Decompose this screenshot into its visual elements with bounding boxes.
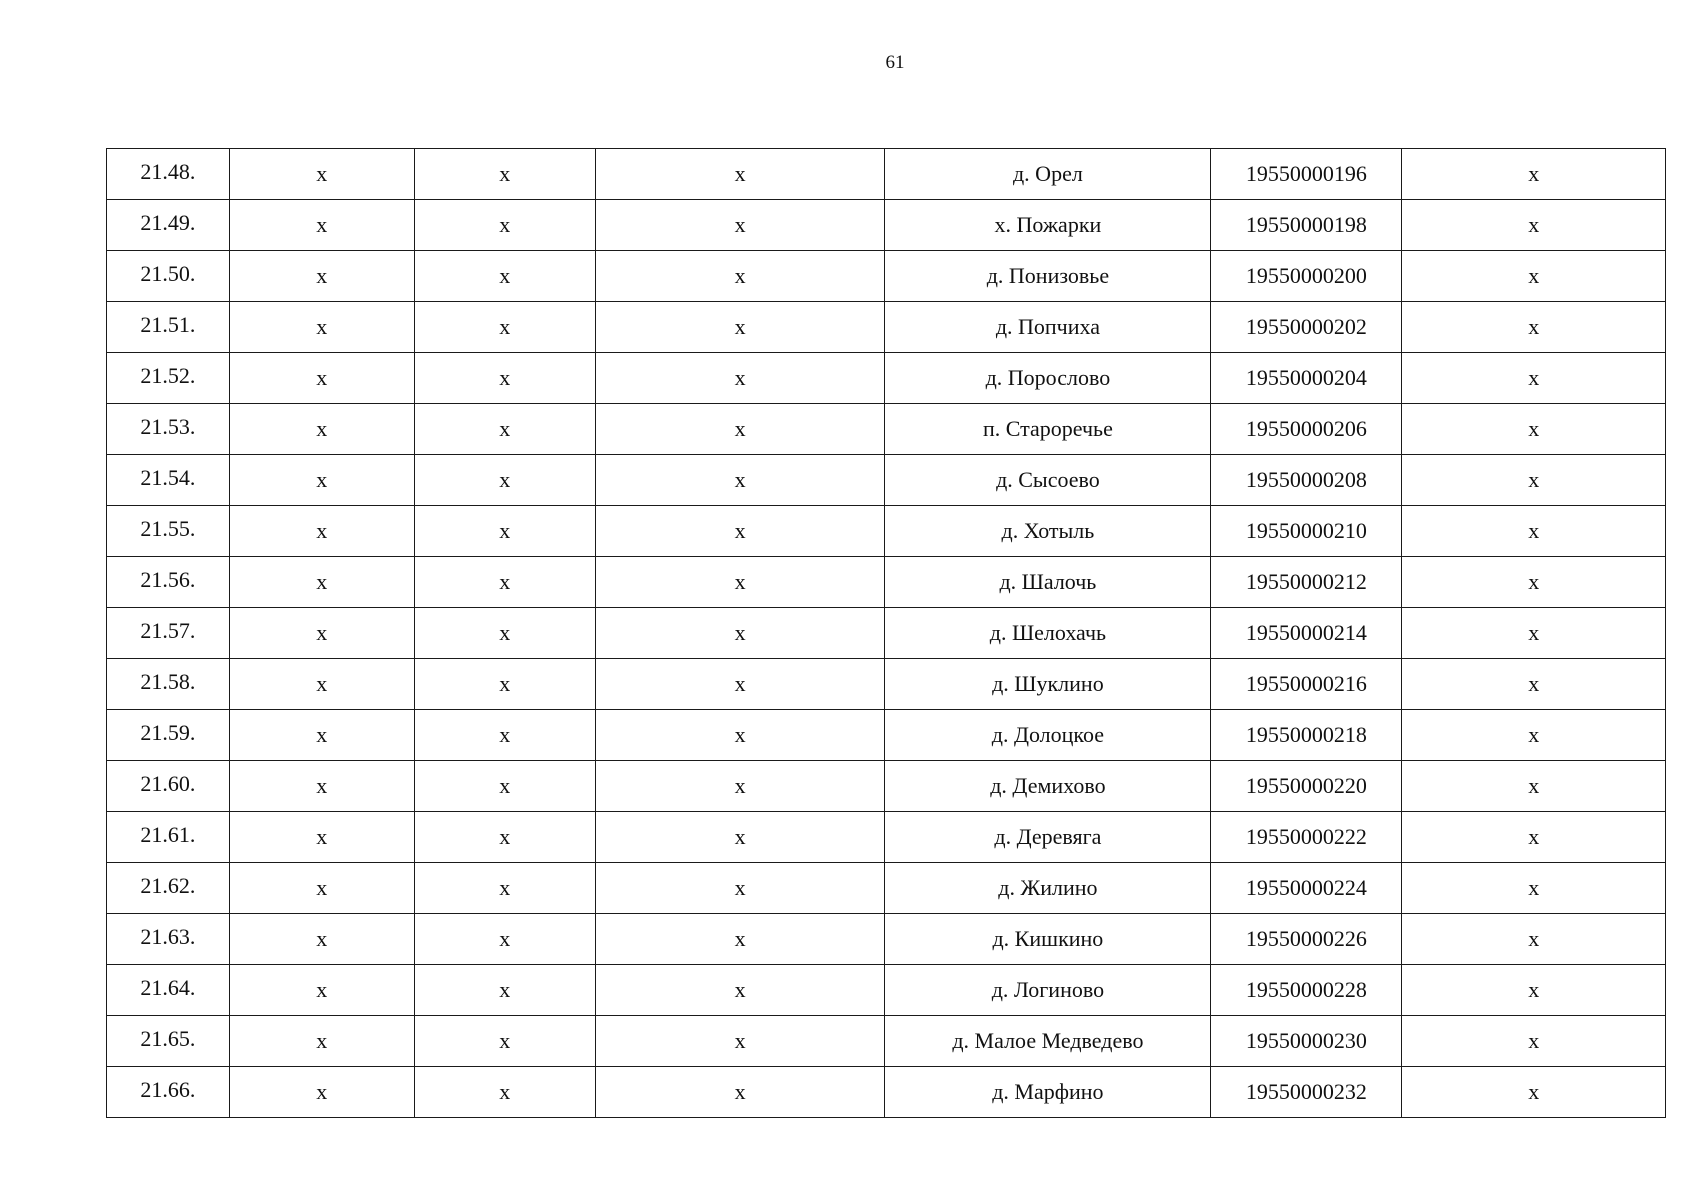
x-mark-cell-4: х bbox=[595, 404, 885, 455]
x-mark-cell-4: х bbox=[595, 914, 885, 965]
x-mark-cell-8: х bbox=[1402, 200, 1666, 251]
table-row bbox=[107, 506, 1666, 557]
x-mark-cell-3: х bbox=[414, 761, 595, 812]
x-mark-cell-8: х bbox=[1402, 1067, 1666, 1118]
x-mark-cell-2: х bbox=[229, 200, 414, 251]
x-mark-cell-2: х bbox=[229, 506, 414, 557]
x-mark-cell-8: х bbox=[1402, 608, 1666, 659]
oktmo-code-cell: 19550000232 bbox=[1211, 1067, 1402, 1118]
x-mark-cell-8: х bbox=[1402, 863, 1666, 914]
x-mark-cell-2: х bbox=[229, 761, 414, 812]
x-mark-cell-2: х bbox=[229, 659, 414, 710]
oktmo-code-cell: 19550000228 bbox=[1211, 965, 1402, 1016]
x-mark-cell-2: х bbox=[229, 812, 414, 863]
settlement-name-cell: п. Староречье bbox=[885, 404, 1211, 455]
settlement-name-cell: д. Шалочь bbox=[885, 557, 1211, 608]
settlement-name-cell: д. Логиново bbox=[885, 965, 1211, 1016]
x-mark-cell-2: х bbox=[229, 710, 414, 761]
table-row bbox=[107, 404, 1666, 455]
x-mark-cell-3: х bbox=[414, 863, 595, 914]
page-number: 61 bbox=[885, 52, 905, 73]
oktmo-code-cell: 19550000200 bbox=[1211, 251, 1402, 302]
row-number-cell: 21.48. bbox=[107, 149, 230, 200]
x-mark-cell-8: х bbox=[1402, 455, 1666, 506]
oktmo-code-cell: 19550000214 bbox=[1211, 608, 1402, 659]
x-mark-cell-4: х bbox=[595, 710, 885, 761]
x-mark-cell-8: х bbox=[1402, 557, 1666, 608]
x-mark-cell-3: х bbox=[414, 149, 595, 200]
x-mark-cell-4: х bbox=[595, 761, 885, 812]
x-mark-cell-3: х bbox=[414, 404, 595, 455]
x-mark-cell-4: х bbox=[595, 200, 885, 251]
x-mark-cell-2: х bbox=[229, 251, 414, 302]
row-number-cell: 21.60. bbox=[107, 761, 230, 812]
settlement-name-cell: д. Шуклино bbox=[885, 659, 1211, 710]
x-mark-cell-8: х bbox=[1402, 1016, 1666, 1067]
x-mark-cell-2: х bbox=[229, 863, 414, 914]
settlement-name-cell: д. Долоцкое bbox=[885, 710, 1211, 761]
table-row bbox=[107, 251, 1666, 302]
table-row bbox=[107, 557, 1666, 608]
oktmo-code-cell: 19550000216 bbox=[1211, 659, 1402, 710]
x-mark-cell-3: х bbox=[414, 455, 595, 506]
oktmo-code-cell: 19550000206 bbox=[1211, 404, 1402, 455]
x-mark-cell-8: х bbox=[1402, 710, 1666, 761]
x-mark-cell-4: х bbox=[595, 863, 885, 914]
table-body bbox=[107, 149, 1666, 1118]
x-mark-cell-8: х bbox=[1402, 302, 1666, 353]
x-mark-cell-3: х bbox=[414, 200, 595, 251]
table-row bbox=[107, 1067, 1666, 1118]
settlement-name-cell: д. Малое Медведево bbox=[885, 1016, 1211, 1067]
row-number-cell: 21.58. bbox=[107, 659, 230, 710]
oktmo-code-cell: 19550000224 bbox=[1211, 863, 1402, 914]
table-row bbox=[107, 761, 1666, 812]
table-row bbox=[107, 455, 1666, 506]
row-number-cell: 21.56. bbox=[107, 557, 230, 608]
table-row bbox=[107, 812, 1666, 863]
oktmo-code-cell: 19550000208 bbox=[1211, 455, 1402, 506]
x-mark-cell-3: х bbox=[414, 710, 595, 761]
table-row bbox=[107, 200, 1666, 251]
x-mark-cell-2: х bbox=[229, 302, 414, 353]
x-mark-cell-8: х bbox=[1402, 914, 1666, 965]
x-mark-cell-3: х bbox=[414, 914, 595, 965]
x-mark-cell-2: х bbox=[229, 1016, 414, 1067]
table-row bbox=[107, 914, 1666, 965]
x-mark-cell-8: х bbox=[1402, 149, 1666, 200]
x-mark-cell-2: х bbox=[229, 353, 414, 404]
x-mark-cell-2: х bbox=[229, 1067, 414, 1118]
row-number-cell: 21.64. bbox=[107, 965, 230, 1016]
oktmo-code-cell: 19550000226 bbox=[1211, 914, 1402, 965]
oktmo-code-cell: 19550000198 bbox=[1211, 200, 1402, 251]
table-row bbox=[107, 965, 1666, 1016]
x-mark-cell-3: х bbox=[414, 302, 595, 353]
settlement-name-cell: д. Хотыль bbox=[885, 506, 1211, 557]
x-mark-cell-8: х bbox=[1402, 251, 1666, 302]
x-mark-cell-4: х bbox=[595, 251, 885, 302]
x-mark-cell-8: х bbox=[1402, 965, 1666, 1016]
settlement-name-cell: д. Демихово bbox=[885, 761, 1211, 812]
row-number-cell: 21.59. bbox=[107, 710, 230, 761]
x-mark-cell-3: х bbox=[414, 353, 595, 404]
table-row bbox=[107, 1016, 1666, 1067]
row-number-cell: 21.66. bbox=[107, 1067, 230, 1118]
x-mark-cell-8: х bbox=[1402, 404, 1666, 455]
x-mark-cell-8: х bbox=[1402, 506, 1666, 557]
x-mark-cell-4: х bbox=[595, 353, 885, 404]
row-number-cell: 21.61. bbox=[107, 812, 230, 863]
settlement-name-cell: х. Пожарки bbox=[885, 200, 1211, 251]
x-mark-cell-4: х bbox=[595, 1067, 885, 1118]
x-mark-cell-2: х bbox=[229, 557, 414, 608]
row-number-cell: 21.54. bbox=[107, 455, 230, 506]
table-row bbox=[107, 149, 1666, 200]
x-mark-cell-8: х bbox=[1402, 659, 1666, 710]
x-mark-cell-3: х bbox=[414, 1067, 595, 1118]
row-number-cell: 21.63. bbox=[107, 914, 230, 965]
oktmo-code-cell: 19550000212 bbox=[1211, 557, 1402, 608]
x-mark-cell-2: х bbox=[229, 608, 414, 659]
x-mark-cell-2: х bbox=[229, 914, 414, 965]
table-row bbox=[107, 659, 1666, 710]
row-number-cell: 21.55. bbox=[107, 506, 230, 557]
oktmo-code-cell: 19550000202 bbox=[1211, 302, 1402, 353]
x-mark-cell-4: х bbox=[595, 149, 885, 200]
x-mark-cell-4: х bbox=[595, 1016, 885, 1067]
settlement-name-cell: д. Попчиха bbox=[885, 302, 1211, 353]
table-row bbox=[107, 302, 1666, 353]
oktmo-code-cell: 19550000220 bbox=[1211, 761, 1402, 812]
x-mark-cell-3: х bbox=[414, 251, 595, 302]
settlement-name-cell: д. Порослово bbox=[885, 353, 1211, 404]
row-number-cell: 21.65. bbox=[107, 1016, 230, 1067]
settlement-name-cell: д. Кишкино bbox=[885, 914, 1211, 965]
x-mark-cell-3: х bbox=[414, 1016, 595, 1067]
x-mark-cell-2: х bbox=[229, 455, 414, 506]
x-mark-cell-3: х bbox=[414, 659, 595, 710]
oktmo-code-cell: 19550000210 bbox=[1211, 506, 1402, 557]
x-mark-cell-4: х bbox=[595, 557, 885, 608]
x-mark-cell-2: х bbox=[229, 965, 414, 1016]
oktmo-code-cell: 19550000230 bbox=[1211, 1016, 1402, 1067]
x-mark-cell-4: х bbox=[595, 812, 885, 863]
settlement-name-cell: д. Шелохачь bbox=[885, 608, 1211, 659]
x-mark-cell-3: х bbox=[414, 965, 595, 1016]
x-mark-cell-4: х bbox=[595, 506, 885, 557]
table-row bbox=[107, 353, 1666, 404]
x-mark-cell-4: х bbox=[595, 608, 885, 659]
oktmo-code-cell: 19550000218 bbox=[1211, 710, 1402, 761]
oktmo-code-cell: 19550000196 bbox=[1211, 149, 1402, 200]
x-mark-cell-4: х bbox=[595, 965, 885, 1016]
row-number-cell: 21.51. bbox=[107, 302, 230, 353]
x-mark-cell-3: х bbox=[414, 812, 595, 863]
x-mark-cell-3: х bbox=[414, 506, 595, 557]
x-mark-cell-4: х bbox=[595, 302, 885, 353]
x-mark-cell-8: х bbox=[1402, 353, 1666, 404]
table-row bbox=[107, 710, 1666, 761]
x-mark-cell-8: х bbox=[1402, 812, 1666, 863]
row-number-cell: 21.57. bbox=[107, 608, 230, 659]
x-mark-cell-3: х bbox=[414, 557, 595, 608]
x-mark-cell-2: х bbox=[229, 149, 414, 200]
x-mark-cell-8: х bbox=[1402, 761, 1666, 812]
table-row bbox=[107, 608, 1666, 659]
settlement-name-cell: д. Жилино bbox=[885, 863, 1211, 914]
x-mark-cell-4: х bbox=[595, 659, 885, 710]
x-mark-cell-2: х bbox=[229, 404, 414, 455]
settlements-table bbox=[106, 148, 1666, 1118]
x-mark-cell-4: х bbox=[595, 455, 885, 506]
row-number-cell: 21.52. bbox=[107, 353, 230, 404]
settlement-name-cell: д. Марфино bbox=[885, 1067, 1211, 1118]
x-mark-cell-3: х bbox=[414, 608, 595, 659]
oktmo-code-cell: 19550000222 bbox=[1211, 812, 1402, 863]
settlement-name-cell: д. Понизовье bbox=[885, 251, 1211, 302]
row-number-cell: 21.50. bbox=[107, 251, 230, 302]
settlement-name-cell: д. Орел bbox=[885, 149, 1211, 200]
settlement-name-cell: д. Сысоево bbox=[885, 455, 1211, 506]
oktmo-code-cell: 19550000204 bbox=[1211, 353, 1402, 404]
row-number-cell: 21.62. bbox=[107, 863, 230, 914]
row-number-cell: 21.49. bbox=[107, 200, 230, 251]
settlement-name-cell: д. Деревяга bbox=[885, 812, 1211, 863]
table-row bbox=[107, 863, 1666, 914]
row-number-cell: 21.53. bbox=[107, 404, 230, 455]
